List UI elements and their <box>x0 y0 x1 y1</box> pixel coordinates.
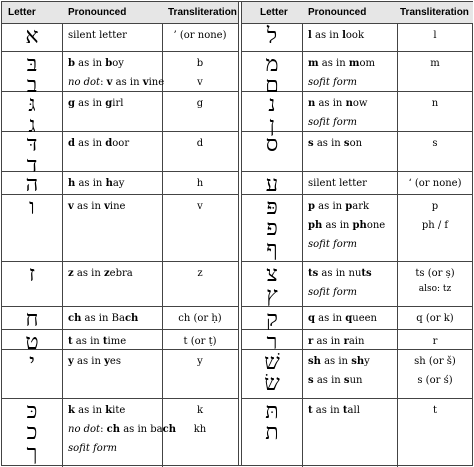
pronunciation-line: t as in time <box>68 336 127 347</box>
hebrew-letter: א <box>25 24 39 49</box>
pronunciation-line: sofit form <box>308 287 358 298</box>
letter-cell <box>242 399 302 467</box>
header-letter: Letter <box>260 7 288 18</box>
pronunciation-line: sofit form <box>308 77 358 88</box>
pronunciation-cell <box>308 330 395 349</box>
transliteration-cell <box>397 172 473 194</box>
table-row <box>2 24 238 52</box>
hebrew-letter: כּ <box>26 399 38 424</box>
transliteration-cell <box>162 350 238 398</box>
hebrew-letter: ה <box>25 172 39 197</box>
transliteration-value: ‘ (or none) <box>408 178 462 189</box>
hebrew-letter: ך <box>26 441 38 466</box>
transliteration-cell <box>162 195 238 261</box>
hebrew-alphabet-table <box>1 1 473 466</box>
table-row <box>2 132 238 178</box>
letter-cell <box>2 330 62 355</box>
letter-cell <box>2 399 62 467</box>
pronunciation-line: d as in door <box>68 138 130 149</box>
pronunciation-line: n as in now <box>308 98 368 109</box>
hebrew-letter: ד <box>26 153 38 178</box>
pronunciation-cell <box>68 330 160 349</box>
table-row <box>2 330 238 355</box>
transliteration-cell <box>397 399 473 467</box>
hebrew-letter: פ <box>266 216 278 241</box>
pronunciation-cell <box>308 195 395 261</box>
pronunciation-line: t as in tall <box>308 405 360 416</box>
column-separator <box>302 92 303 131</box>
transliteration-value: t <box>432 405 438 416</box>
hebrew-letter: ו <box>29 195 35 220</box>
pronunciation-line: sh as in shy <box>308 356 370 367</box>
column-separator <box>62 24 63 51</box>
transliteration-cell <box>162 24 238 51</box>
column-separator <box>302 52 303 91</box>
pronunciation-line: z as in zebra <box>68 268 133 279</box>
pronunciation-cell <box>68 52 165 91</box>
letter-cell <box>2 92 62 138</box>
left-table <box>2 2 238 465</box>
column-separator <box>62 52 63 91</box>
transliteration-cell <box>397 262 473 306</box>
pronunciation-cell <box>68 92 160 131</box>
pronunciation-line: v as in vine <box>68 201 126 212</box>
pronunciation-line: silent letter <box>68 30 127 41</box>
column-separator <box>302 172 303 194</box>
transliteration-cell <box>397 350 473 398</box>
transliteration-cell <box>397 307 473 329</box>
transliteration-value: ch (or ḥ) <box>178 313 222 324</box>
transliteration-cell <box>397 92 473 131</box>
transliteration-cell <box>162 132 238 171</box>
pronunciation-cell <box>308 92 395 131</box>
hebrew-letter: ר <box>266 330 278 355</box>
letter-cell <box>2 132 62 178</box>
column-separator <box>302 399 303 467</box>
pronunciation-line: s as in son <box>308 138 363 149</box>
pronunciation-cell <box>308 399 395 467</box>
transliteration-value: also: tz <box>418 284 452 294</box>
hebrew-letter: ל <box>266 24 278 49</box>
transliteration-cell <box>162 52 238 91</box>
pronunciation-cell <box>308 172 395 194</box>
pronunciation-line: r as in rain <box>308 336 365 347</box>
column-separator <box>62 330 63 349</box>
pronunciation-line: s as in sun <box>308 375 363 386</box>
pronunciation-line: y as in yes <box>68 356 121 367</box>
transliteration-value: s <box>432 138 438 149</box>
letter-cell <box>242 330 302 355</box>
hebrew-letter: שׂ <box>264 371 280 396</box>
transliteration-value: ’ (or none) <box>173 30 227 41</box>
table-row <box>242 330 473 355</box>
table-row <box>2 52 238 98</box>
pronunciation-line: b as in boy <box>68 58 124 69</box>
hebrew-letter: ץ <box>266 283 278 308</box>
hebrew-letter: פּ <box>266 195 278 220</box>
hebrew-letter: ן <box>269 113 275 138</box>
pronunciation-line: ts as in nuts <box>308 268 372 279</box>
letter-cell <box>2 52 62 98</box>
hebrew-letter: שׁ <box>264 350 280 375</box>
pronunciation-cell <box>68 24 160 51</box>
pronunciation-line: ch as in Bach <box>68 313 139 324</box>
pronunciation-line: q as in queen <box>308 313 377 324</box>
table-row <box>2 399 238 467</box>
hebrew-letter: כ <box>26 420 38 445</box>
pronunciation-line: silent letter <box>308 178 367 189</box>
table-row <box>2 350 238 399</box>
transliteration-cell <box>162 172 238 194</box>
column-separator <box>62 399 63 467</box>
pronunciation-line: p as in park <box>308 201 370 212</box>
table-row <box>242 195 473 262</box>
transliteration-value: r <box>432 336 438 347</box>
transliteration-value: l <box>433 30 437 41</box>
pronunciation-line: m as in mom <box>308 58 375 69</box>
header-pronounced: Pronounced <box>308 7 367 18</box>
header-pronounced: Pronounced <box>68 7 127 18</box>
right-table <box>242 2 473 465</box>
transliteration-cell <box>162 399 238 467</box>
hebrew-letter: ק <box>266 307 278 332</box>
hebrew-letter: ת <box>265 420 279 445</box>
table-row <box>242 307 473 330</box>
transliteration-cell <box>397 52 473 91</box>
transliteration-value: ph / f <box>421 220 449 231</box>
column-separator <box>302 350 303 398</box>
transliteration-cell <box>162 262 238 306</box>
letter-cell <box>2 195 62 261</box>
table-header <box>2 2 238 24</box>
pronunciation-cell <box>68 195 160 261</box>
table-row <box>2 307 238 330</box>
transliteration-value: ts (or ṣ) <box>415 268 455 279</box>
pronunciation-line: ph as in phone <box>308 220 386 231</box>
table-row <box>2 172 238 195</box>
table-row <box>242 132 473 172</box>
transliteration-value: b <box>196 58 204 69</box>
pronunciation-cell <box>308 262 395 306</box>
letter-cell <box>2 24 62 51</box>
transliteration-value: k <box>196 405 204 416</box>
pronunciation-line: h as in hay <box>68 178 125 189</box>
hebrew-letter: ג <box>28 113 36 138</box>
column-separator <box>302 132 303 171</box>
hebrew-letter: ז <box>28 262 36 287</box>
letter-cell <box>242 24 302 51</box>
letter-cell <box>242 350 302 398</box>
transliteration-value: q (or k) <box>416 313 454 324</box>
letter-cell <box>242 92 302 138</box>
letter-cell <box>242 132 302 171</box>
hebrew-letter: י <box>29 350 35 375</box>
transliteration-value: t (or ṭ) <box>183 336 217 347</box>
table-row <box>242 172 473 195</box>
hebrew-letter: דּ <box>26 132 38 157</box>
transliteration-value: kh <box>193 424 207 435</box>
pronunciation-line: sofit form <box>68 443 118 454</box>
column-separator <box>302 307 303 329</box>
pronunciation-cell <box>308 132 395 171</box>
column-separator <box>302 24 303 51</box>
letter-cell <box>242 52 302 98</box>
hebrew-letter: ס <box>265 132 279 157</box>
column-separator <box>302 195 303 261</box>
transliteration-cell <box>162 307 238 329</box>
column-separator <box>302 262 303 306</box>
transliteration-cell <box>397 132 473 171</box>
pronunciation-line: no dot: v as in vine <box>68 77 165 88</box>
transliteration-value: h <box>196 178 204 189</box>
column-separator <box>62 132 63 171</box>
column-separator <box>62 262 63 306</box>
column-separator <box>62 92 63 131</box>
pronunciation-line: l as in look <box>308 30 365 41</box>
transliteration-value: d <box>196 138 204 149</box>
column-separator <box>302 330 303 349</box>
letter-cell <box>242 262 302 306</box>
transliteration-value: s (or ś) <box>417 375 453 386</box>
pronunciation-line: sofit form <box>308 117 358 128</box>
pronunciation-cell <box>68 132 160 171</box>
transliteration-cell <box>397 24 473 51</box>
transliteration-value: p <box>431 201 439 212</box>
transliteration-value: v <box>197 77 203 88</box>
table-row <box>2 262 238 307</box>
column-separator <box>62 307 63 329</box>
table-row <box>242 262 473 307</box>
table-row <box>242 24 473 52</box>
pronunciation-cell <box>308 307 395 329</box>
header-letter: Letter <box>8 7 36 18</box>
table-row <box>242 92 473 138</box>
pronunciation-cell <box>68 262 160 306</box>
pronunciation-cell <box>308 52 395 91</box>
letter-cell <box>2 262 62 306</box>
letter-cell <box>242 172 302 197</box>
letter-cell <box>2 350 62 398</box>
transliteration-value: m <box>430 58 440 69</box>
column-separator <box>62 172 63 194</box>
hebrew-letter: ט <box>25 330 39 355</box>
hebrew-letter: ם <box>265 73 279 98</box>
letter-cell <box>242 307 302 332</box>
transliteration-value: n <box>431 98 439 109</box>
transliteration-cell <box>162 330 238 349</box>
table-row <box>2 92 238 138</box>
pronunciation-cell <box>308 350 395 398</box>
transliteration-value: g <box>196 98 204 109</box>
pronunciation-cell <box>68 399 177 467</box>
letter-cell <box>2 307 62 332</box>
hebrew-letter: תּ <box>265 399 279 424</box>
header-transliteration: Transliteration <box>400 7 469 18</box>
column-separator <box>62 350 63 398</box>
hebrew-letter: צ <box>266 262 278 287</box>
table-header <box>242 2 473 24</box>
hebrew-letter: נ <box>268 92 276 117</box>
hebrew-letter: בּ <box>26 52 38 77</box>
hebrew-letter: ף <box>266 237 278 262</box>
hebrew-letter: מ <box>265 52 279 77</box>
pronunciation-line: sofit form <box>308 239 358 250</box>
hebrew-letter: ח <box>25 307 39 332</box>
table-row <box>242 399 473 467</box>
table-row <box>242 350 473 399</box>
transliteration-value: v <box>197 201 203 212</box>
hebrew-letter: ב <box>26 73 38 98</box>
transliteration-value: y <box>197 356 203 367</box>
transliteration-cell <box>397 330 473 349</box>
pronunciation-cell <box>68 172 160 194</box>
pronunciation-line: g as in girl <box>68 98 124 109</box>
transliteration-cell <box>162 92 238 131</box>
letter-cell <box>242 195 302 261</box>
hebrew-letter: ע <box>265 172 279 197</box>
table-row <box>242 52 473 98</box>
pronunciation-line: k as in kite <box>68 405 126 416</box>
transliteration-value: sh (or š) <box>414 356 456 367</box>
pronunciation-cell <box>308 24 395 51</box>
letter-cell <box>2 172 62 197</box>
column-separator <box>62 195 63 261</box>
pronunciation-cell <box>68 350 160 398</box>
hebrew-letter: גּ <box>28 92 36 117</box>
header-transliteration: Transliteration <box>168 7 237 18</box>
transliteration-value: z <box>197 268 203 279</box>
pronunciation-line: no dot: ch as in bach <box>68 424 177 435</box>
table-row <box>2 195 238 262</box>
transliteration-cell <box>397 195 473 261</box>
pronunciation-cell <box>68 307 160 329</box>
